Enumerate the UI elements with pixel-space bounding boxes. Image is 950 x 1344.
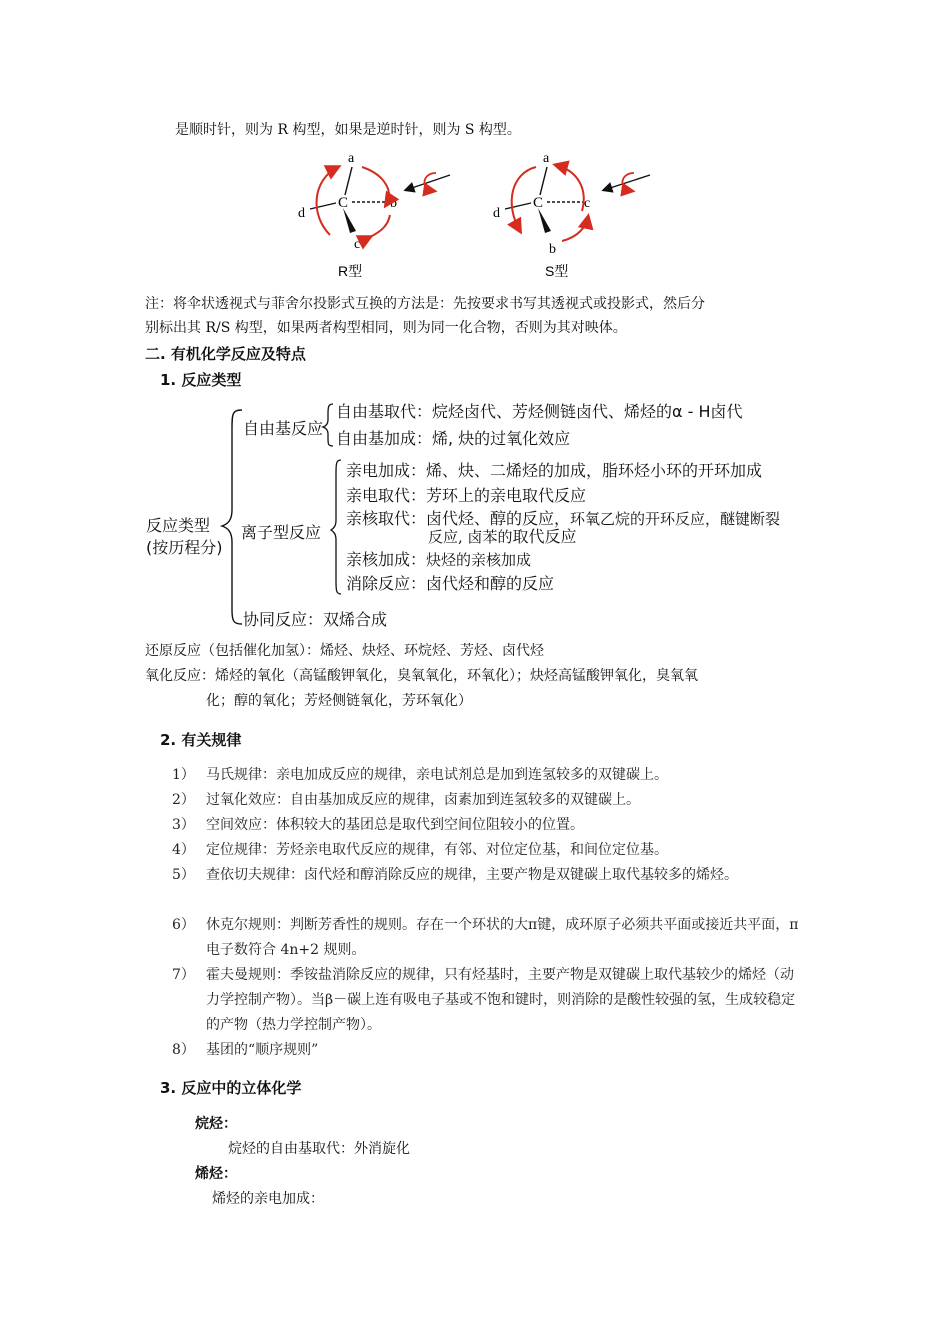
electrophilic-substitution: 亲电取代：芳环上的亲电取代反应 bbox=[346, 486, 587, 505]
ionic-reaction: 离子型反应 bbox=[241, 523, 322, 542]
alkane-text: 烷烃的自由基取代：外消旋化 bbox=[228, 1141, 410, 1157]
s-rotation-arrow-right bbox=[556, 165, 584, 211]
nucleophilic-addition-label: 亲核加成： bbox=[346, 550, 427, 569]
rule-item bbox=[172, 1038, 812, 1063]
r-left-label: d bbox=[298, 206, 305, 221]
r-caption: R型 bbox=[338, 263, 363, 279]
rule-text: 霍夫曼规则：季铵盐消除反应的规律，只有烃基时，主要产物是双键碳上取代基较少的烯烃（动力学控制产物）。当β－碳上连有吸电子基或不饱和键时，则消除的是酸性较强的氢，生成较稳定的产物（热力学控制产物）。 bbox=[206, 967, 796, 1033]
s-configuration bbox=[493, 151, 650, 279]
rule-text: 休克尔规则：判断芳香性的规则。存在一个环状的大π键，成环原子必须共平面或接近共平面，π电子数符合 4n+2 规则。 bbox=[206, 917, 799, 958]
r-bottom-label: c bbox=[354, 237, 361, 252]
s-top-label: a bbox=[543, 151, 550, 166]
r-rotation-arrow-right bbox=[362, 167, 389, 205]
free-radical-addition: 自由基加成：烯, 炔的过氧化效应 bbox=[336, 429, 571, 448]
nucleophilic-substitution-label: 亲核取代： bbox=[346, 509, 427, 528]
s-caption: S型 bbox=[545, 263, 569, 279]
elimination-reaction: 消除反应：卤代烃和醇的反应 bbox=[346, 574, 555, 593]
electrophilic-addition: 亲电加成：烯、炔、二烯烃的加成，脂环烃小环的开环加成 bbox=[346, 461, 763, 480]
s-right-label: c bbox=[584, 196, 591, 211]
s-left-label: d bbox=[493, 206, 500, 221]
nucleophilic-addition bbox=[346, 549, 531, 571]
rule-number: 6） bbox=[172, 917, 195, 933]
s-view-arrow bbox=[604, 175, 650, 190]
concerted-reaction: 协同反应：双烯合成 bbox=[243, 610, 388, 629]
rule-number: 2） bbox=[172, 792, 195, 808]
nucleophilic-substitution-text-a: 卤代烃、醇的反应， bbox=[426, 509, 571, 528]
subsection-1-title: 1. 反应类型 bbox=[160, 371, 242, 389]
oxidation-reactions-line-2: 化；醇的氧化；芳烃侧链氧化，芳环氧化） bbox=[206, 693, 472, 709]
r-rotation-arrow-left bbox=[317, 167, 338, 235]
r-configuration bbox=[298, 151, 450, 279]
rule-item bbox=[172, 813, 812, 838]
free-radical-substitution: 自由基取代：烷烃卤代、芳烃侧链卤代、烯烃的α - H卤代 bbox=[336, 402, 743, 421]
rule-number: 7） bbox=[172, 967, 195, 983]
r-center-label: C bbox=[338, 195, 349, 211]
alkane-heading: 烷烃： bbox=[195, 1116, 237, 1132]
rule-number: 5） bbox=[172, 867, 195, 883]
rule-item bbox=[172, 763, 812, 788]
alkene-heading: 烯烃： bbox=[195, 1166, 237, 1182]
subsection-3-title: 3. 反应中的立体化学 bbox=[160, 1079, 302, 1097]
subsection-2-title: 2. 有关规律 bbox=[160, 731, 242, 749]
nucleophilic-addition-text: 炔烃的亲核加成 bbox=[426, 551, 532, 569]
rule-number: 4） bbox=[172, 842, 195, 858]
alkene-text: 烯烃的亲电加成： bbox=[212, 1191, 324, 1207]
root-label-1: 反应类型 bbox=[146, 516, 211, 535]
nucleophilic-substitution-text-b: 环氧乙烷的开环反应，醚键断裂 bbox=[570, 510, 781, 528]
rule-number: 8） bbox=[172, 1042, 195, 1058]
r-top-label: a bbox=[348, 151, 355, 166]
intro-line: 是顺时针，则为 R 构型，如果是逆时针，则为 S 构型。 bbox=[175, 122, 521, 138]
note-line-2: 别标出其 R/S 构型，如果两者构型相同，则为同一化合物，否则为其对映体。 bbox=[145, 320, 627, 336]
rs-configuration-diagram bbox=[290, 145, 670, 285]
rule-text: 定位规律：芳烃亲电取代反应的规律，有邻、对位定位基，和间位定位基。 bbox=[206, 842, 668, 858]
rule-item bbox=[172, 788, 812, 813]
rule-text: 查依切夫规律：卤代烃和醇消除反应的规律，主要产物是双键碳上取代基较多的烯烃。 bbox=[206, 867, 738, 883]
oxidation-reactions-line-1: 氧化反应：烯烃的氧化（高锰酸钾氧化，臭氧氧化，环氧化）；炔烃高锰酸钾氧化，臭氧氧 bbox=[145, 668, 698, 684]
rule-number: 3） bbox=[172, 817, 195, 833]
note-line-1: 注：将伞状透视式与菲舍尔投影式互换的方法是：先按要求书写其透视式或投影式，然后分 bbox=[145, 296, 705, 312]
rule-text: 空间效应：体积较大的基团总是取代到空间位阻较小的位置。 bbox=[206, 817, 584, 833]
rule-number: 1） bbox=[172, 767, 195, 783]
rule-text: 过氧化效应：自由基加成反应的规律，卤素加到连氢较多的双键碳上。 bbox=[206, 792, 640, 808]
nucleophilic-substitution-continued bbox=[428, 526, 577, 548]
root-label-2: (按历程分) bbox=[146, 538, 223, 557]
reduction-reactions: 还原反应（包括催化加氢）：烯烃、炔烃、环烷烃、芳烃、卤代烃 bbox=[145, 643, 544, 659]
section-2-title: 二. 有机化学反应及特点 bbox=[145, 345, 306, 363]
free-radical-reaction: 自由基反应 bbox=[243, 419, 324, 438]
s-bottom-label: b bbox=[549, 242, 556, 257]
rule-text: 马氏规律：亲电加成反应的规律，亲电试剂总是加到连氢较多的双键碳上。 bbox=[206, 767, 668, 783]
rule-item bbox=[172, 913, 812, 963]
nucleophilic-substitution-text-d: 取代反应 bbox=[512, 527, 577, 546]
rule-item bbox=[172, 963, 812, 1038]
r-right-label: b bbox=[390, 196, 397, 211]
rule-item bbox=[172, 863, 812, 913]
nucleophilic-substitution-text-c: 反应, 卤苯的 bbox=[428, 528, 513, 546]
rule-item bbox=[172, 838, 812, 863]
s-center-label: C bbox=[533, 195, 544, 211]
rule-text: 基团的“顺序规则” bbox=[206, 1042, 319, 1058]
